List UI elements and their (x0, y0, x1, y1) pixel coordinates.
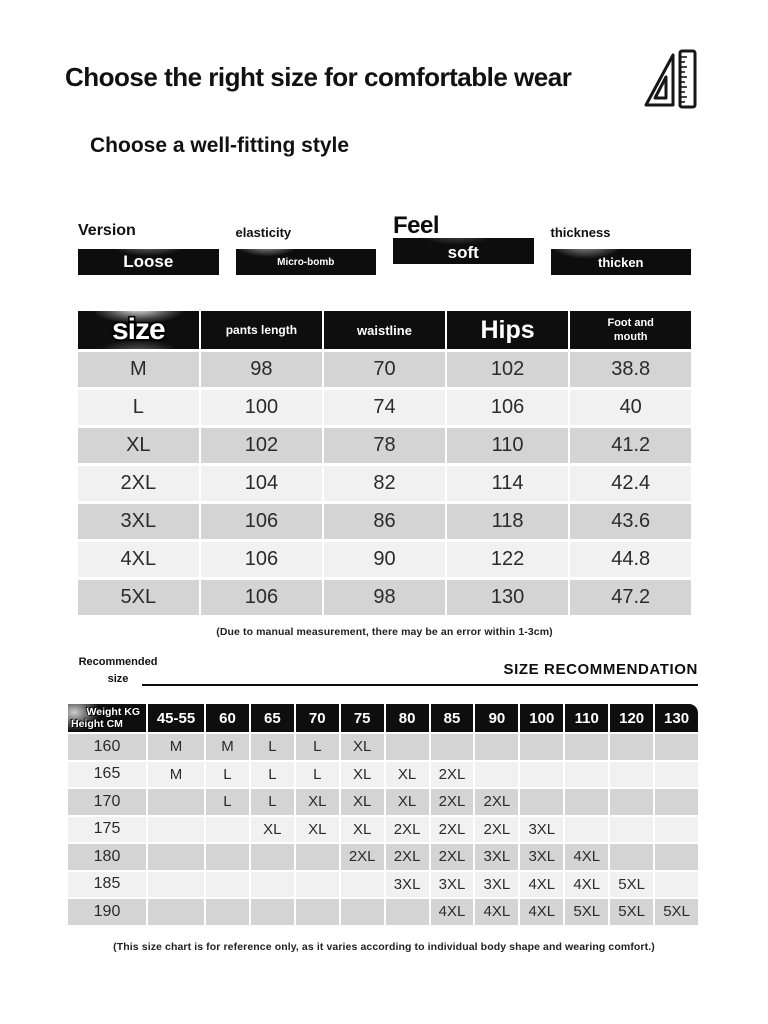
weight-header-cell: 90 (475, 704, 518, 732)
size-table-cell: 122 (447, 542, 568, 578)
size-table-cell: 40 (570, 390, 691, 426)
recommendation-cell: 4XL (475, 899, 518, 925)
recommendation-cell (520, 789, 563, 815)
recommendation-cell: 4XL (520, 872, 563, 898)
recommendation-cell: M (148, 762, 204, 788)
recommendation-cell: L (206, 789, 249, 815)
size-table-cell: 106 (201, 580, 322, 616)
attribute-value-badge (551, 249, 692, 275)
recommendation-cell: XL (341, 817, 384, 843)
recommendation-cell: L (251, 734, 294, 760)
recommendation-cell: 2XL (431, 762, 474, 788)
height-cell: 190 (68, 899, 146, 925)
recommendation-cell: 3XL (386, 872, 429, 898)
attribute-item (78, 218, 219, 275)
recommendation-cell: 4XL (565, 872, 608, 898)
weight-header-cell: 45-55 (148, 704, 204, 732)
size-table-cell: 118 (447, 504, 568, 540)
recommendation-cell (296, 872, 339, 898)
weight-header-cell: 70 (296, 704, 339, 732)
recommendation-cell (206, 899, 249, 925)
size-table-cell: 106 (201, 542, 322, 578)
recommendation-cell (610, 844, 653, 870)
recommendation-cell: XL (386, 789, 429, 815)
size-table-cell: 38.8 (570, 352, 691, 388)
recommendation-cell: L (251, 789, 294, 815)
recommendation-cell (520, 734, 563, 760)
recommendation-cell: 2XL (341, 844, 384, 870)
recommendation-cell: XL (296, 789, 339, 815)
attribute-value: thicken (597, 254, 644, 270)
size-table-cell: 102 (447, 352, 568, 388)
reference-note: (This size chart is for reference only, as it varies according to individual body shape and wearing comfort.) (113, 941, 655, 953)
recommendation-cell: 5XL (565, 899, 608, 925)
recommendation-cell: 3XL (431, 872, 474, 898)
recommendation-cell (565, 762, 608, 788)
attribute-value-badge (393, 238, 534, 264)
recommended-size-label: Recommended size (78, 656, 158, 686)
weight-header-cell: 100 (520, 704, 563, 732)
size-table-header-cell: waistline (324, 311, 445, 349)
recommendation-cell (251, 844, 294, 870)
recommendation-cell: 4XL (565, 844, 608, 870)
attribute-item (393, 212, 534, 275)
recommendation-cell (251, 872, 294, 898)
height-cell: 175 (68, 817, 146, 843)
recommendation-cell (610, 789, 653, 815)
attribute-label: Feel (393, 212, 440, 239)
measurement-note: (Due to manual measurement, there may be an error within 1-3cm) (216, 626, 553, 638)
height-cell: 180 (68, 844, 146, 870)
recommendation-cell: L (251, 762, 294, 788)
recommendation-cell (148, 899, 204, 925)
recommendation-divider (142, 652, 698, 686)
recommendation-cell: 4XL (431, 899, 474, 925)
size-table-cell: 47.2 (570, 580, 691, 616)
attribute-value: soft (447, 243, 479, 262)
size-table-header-cell: Hips (447, 311, 568, 349)
recommendation-cell (386, 734, 429, 760)
weight-header-cell: 85 (431, 704, 474, 732)
weight-header-cell: 110 (565, 704, 608, 732)
recommendation-cell (431, 734, 474, 760)
size-table-cell: 4XL (78, 542, 199, 578)
size-table-cell: 74 (324, 390, 445, 426)
height-cell: 170 (68, 789, 146, 815)
size-table-cell: 110 (447, 428, 568, 464)
weight-header-cell: 75 (341, 704, 384, 732)
size-table-cell: 104 (201, 466, 322, 502)
size-table-cell: 44.8 (570, 542, 691, 578)
size-table-cell: 106 (447, 390, 568, 426)
recommendation-cell: XL (341, 789, 384, 815)
size-table-cell: 41.2 (570, 428, 691, 464)
attribute-item (236, 218, 377, 275)
recommendation-cell: XL (386, 762, 429, 788)
recommendation-cell: 2XL (386, 817, 429, 843)
recommendation-cell (565, 817, 608, 843)
recommendation-cell: 2XL (475, 789, 518, 815)
recommendation-cell (655, 789, 698, 815)
recommendation-cell (296, 844, 339, 870)
attributes-row (78, 212, 691, 275)
recommendation-cell (251, 899, 294, 925)
recommendation-cell (386, 899, 429, 925)
recommendation-cell (610, 762, 653, 788)
recommendation-cell (206, 844, 249, 870)
attribute-value-badge (236, 249, 377, 275)
recommendation-cell (565, 789, 608, 815)
size-table-cell: 5XL (78, 580, 199, 616)
size-table-cell: 100 (201, 390, 322, 426)
recommendation-cell: 2XL (386, 844, 429, 870)
recommendation-cell (655, 844, 698, 870)
recommendation-cell: M (148, 734, 204, 760)
attribute-value: Micro-bomb (277, 256, 335, 268)
recommendation-cell (148, 789, 204, 815)
height-cell: 185 (68, 872, 146, 898)
weight-header-cell: 130 (655, 704, 698, 732)
recommendation-cell: 3XL (520, 844, 563, 870)
size-table (78, 311, 691, 615)
recommendation-cell: XL (296, 817, 339, 843)
recommendation-cell (655, 762, 698, 788)
recommendation-cell (206, 872, 249, 898)
weight-height-corner-cell (68, 704, 146, 732)
size-recommendation-heading: SIZE RECOMMENDATION (503, 661, 698, 678)
recommendation-cell: 3XL (475, 844, 518, 870)
size-table-cell: 102 (201, 428, 322, 464)
size-table-cell: L (78, 390, 199, 426)
size-table-header-cell: Foot and mouth (570, 311, 691, 349)
recommendation-cell: L (296, 734, 339, 760)
recommendation-cell (148, 844, 204, 870)
recommendation-cell (655, 872, 698, 898)
height-cm-label: Height CM (71, 718, 123, 730)
size-table-cell: 43.6 (570, 504, 691, 540)
size-table-cell: 78 (324, 428, 445, 464)
size-table-cell: 82 (324, 466, 445, 502)
attribute-label: elasticity (235, 225, 292, 240)
recommendation-table (68, 704, 698, 925)
recommendation-cell: 2XL (431, 789, 474, 815)
recommendation-cell: L (206, 762, 249, 788)
recommendation-cell (610, 817, 653, 843)
weight-header-cell: 120 (610, 704, 653, 732)
attribute-value-badge (78, 249, 219, 275)
height-cell: 165 (68, 762, 146, 788)
recommendation-cell (655, 734, 698, 760)
size-table-cell: M (78, 352, 199, 388)
recommendation-cell: 3XL (475, 872, 518, 898)
recommendation-cell (341, 872, 384, 898)
recommendation-cell: M (206, 734, 249, 760)
recommendation-cell (206, 817, 249, 843)
attribute-value: Loose (123, 252, 174, 271)
recommendation-cell: 2XL (431, 844, 474, 870)
size-table-cell: 98 (324, 580, 445, 616)
size-table-cell: 90 (324, 542, 445, 578)
recommendation-cell: 2XL (475, 817, 518, 843)
attribute-label: thickness (550, 225, 611, 240)
page-title: Choose the right size for comfortable wear (65, 62, 572, 92)
recommendation-cell: XL (341, 734, 384, 760)
recommendation-cell (296, 899, 339, 925)
size-table-cell: 2XL (78, 466, 199, 502)
recommendation-cell: XL (251, 817, 294, 843)
recommendation-cell (565, 734, 608, 760)
recommendation-cell: 3XL (520, 817, 563, 843)
recommendation-cell (655, 817, 698, 843)
attribute-label: Version (78, 222, 136, 239)
weight-header-cell: 80 (386, 704, 429, 732)
recommendation-cell: 2XL (431, 817, 474, 843)
weight-header-cell: 65 (251, 704, 294, 732)
size-table-cell: 98 (201, 352, 322, 388)
recommendation-cell (475, 734, 518, 760)
recommendation-cell (148, 872, 204, 898)
weight-header-cell: 60 (206, 704, 249, 732)
size-table-header-cell: size (78, 311, 199, 349)
recommendation-cell (341, 899, 384, 925)
page-subtitle: Choose a well-fitting style (90, 134, 350, 157)
recommendation-cell: XL (341, 762, 384, 788)
set-square-ruler-icon (642, 48, 700, 115)
size-table-header-cell: pants length (201, 311, 322, 349)
size-table-cell: 106 (201, 504, 322, 540)
size-table-cell: 86 (324, 504, 445, 540)
attribute-item (551, 218, 692, 275)
size-table-cell: 70 (324, 352, 445, 388)
recommendation-cell: 5XL (655, 899, 698, 925)
height-cell: 160 (68, 734, 146, 760)
size-table-cell: 3XL (78, 504, 199, 540)
recommendation-cell (475, 762, 518, 788)
recommendation-cell (520, 762, 563, 788)
recommendation-cell: 5XL (610, 899, 653, 925)
size-table-cell: XL (78, 428, 199, 464)
recommendation-cell (148, 817, 204, 843)
size-table-cell: 42.4 (570, 466, 691, 502)
weight-kg-label: Weight KG (86, 706, 140, 718)
recommendation-cell (610, 734, 653, 760)
size-table-cell: 114 (447, 466, 568, 502)
recommendation-cell: 5XL (610, 872, 653, 898)
size-table-cell: 130 (447, 580, 568, 616)
recommendation-cell: L (296, 762, 339, 788)
recommendation-cell: 4XL (520, 899, 563, 925)
